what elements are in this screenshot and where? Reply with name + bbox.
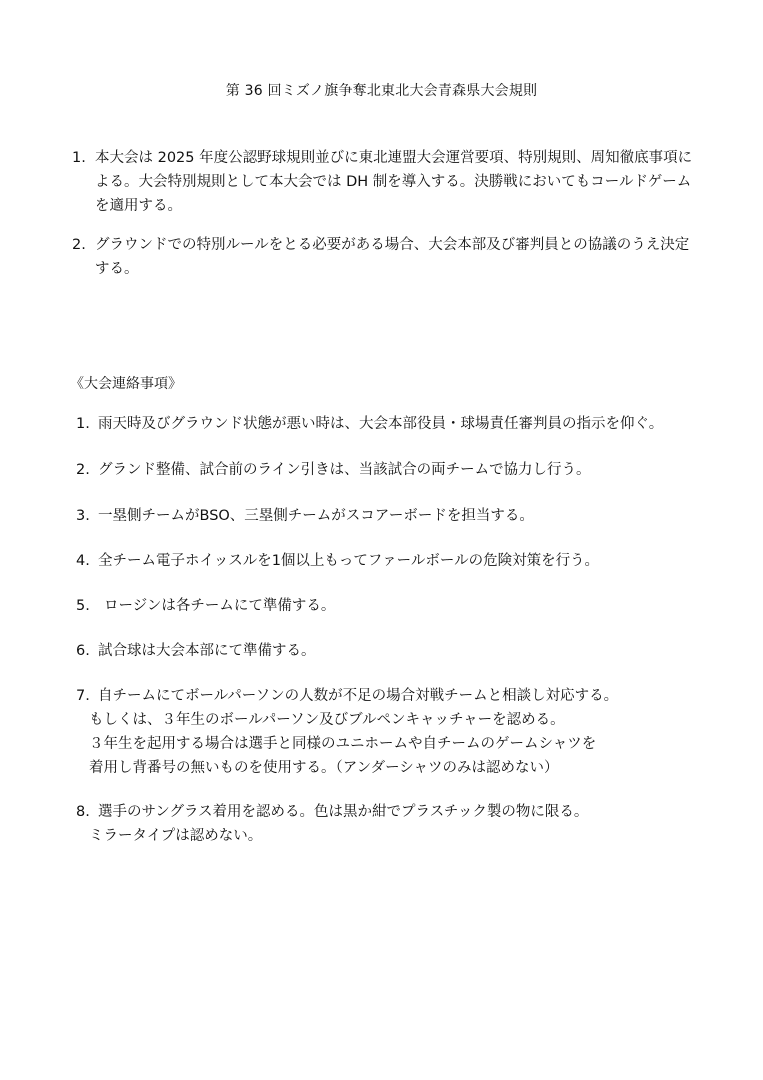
- rule-text-line: する。: [95, 261, 139, 277]
- notice-item-8: [76, 800, 588, 848]
- rule-text-line: を適用する。: [95, 198, 182, 214]
- notice-text-line: 試合球は大会本部にて準備する。: [98, 643, 316, 659]
- document-title: 第 36 回ミズノ旗争奪北東北大会青森県大会規則: [225, 83, 538, 99]
- notice-number: 6.: [76, 643, 90, 659]
- notice-item-6: [76, 639, 316, 663]
- notice-item-1: [76, 412, 663, 436]
- notice-text-line: もしくは、３年生のボールパーソン及びブルペンキャッチャーを認める。: [89, 712, 565, 728]
- rule-number: 2.: [72, 237, 86, 253]
- notice-item-7: [76, 684, 618, 780]
- notice-item-5: [76, 594, 335, 618]
- notices-heading: 《大会連絡事項》: [70, 376, 182, 392]
- rule-text-line: よる。大会特別規則として本大会では DH 制を導入する。決勝戦においてもコールドゲーム: [95, 174, 692, 190]
- notice-text-line: 雨天時及びグラウンド状態が悪い時は、大会本部役員・球場責任審判員の指示を仰ぐ。: [98, 416, 664, 432]
- rule-text-line: グラウンドでの特別ルールをとる必要がある場合、大会本部及び審判員との協議のうえ決定: [95, 237, 690, 253]
- notice-number: 2.: [76, 462, 90, 478]
- rule-text-line: 本大会は 2025 年度公認野球規則並びに東北連盟大会運営要項、特別規則、周知徹底事項に: [95, 150, 693, 166]
- notice-number: 4.: [76, 553, 90, 569]
- notice-number: 1.: [76, 416, 90, 432]
- notice-text-line: ロージンは各チームにて準備する。: [104, 598, 336, 614]
- rule-number: 1.: [72, 150, 86, 166]
- notice-number: 8.: [76, 804, 90, 820]
- notice-text-line: 全チーム電子ホイッスルを1個以上もってファールボールの危険対策を行う。: [98, 553, 600, 569]
- notice-text-line: 自チームにてボールパーソンの人数が不足の場合対戦チームと相談し対応する。: [98, 688, 619, 704]
- notice-number: 5.: [76, 598, 90, 614]
- notice-number: 7.: [76, 688, 90, 704]
- rule-item-2: [72, 233, 689, 281]
- notice-text-line: ３年生を起用する場合は選手と同様のユニホームや自チームのゲームシャツを: [89, 736, 597, 752]
- notice-item-2: [76, 458, 591, 482]
- notice-text-line: 着用し背番号の無いものを使用する。（アンダーシャツのみは認めない）: [89, 760, 559, 776]
- notice-number: 3.: [76, 508, 90, 524]
- rule-item-1: [72, 146, 692, 218]
- notice-item-4: [76, 549, 599, 573]
- notice-text-line: 選手のサングラス着用を認める。色は黒か紺でプラスチック製の物に限る。: [98, 804, 589, 820]
- notice-text-line: ミラータイプは認めない。: [89, 828, 263, 844]
- notice-text-line: グランド整備、試合前のライン引きは、当該試合の両チームで協力し行う。: [98, 462, 591, 478]
- notice-item-3: [76, 504, 534, 528]
- notice-text-line: 一塁側チームがBSO、三塁側チームがスコアーボードを担当する。: [98, 508, 534, 524]
